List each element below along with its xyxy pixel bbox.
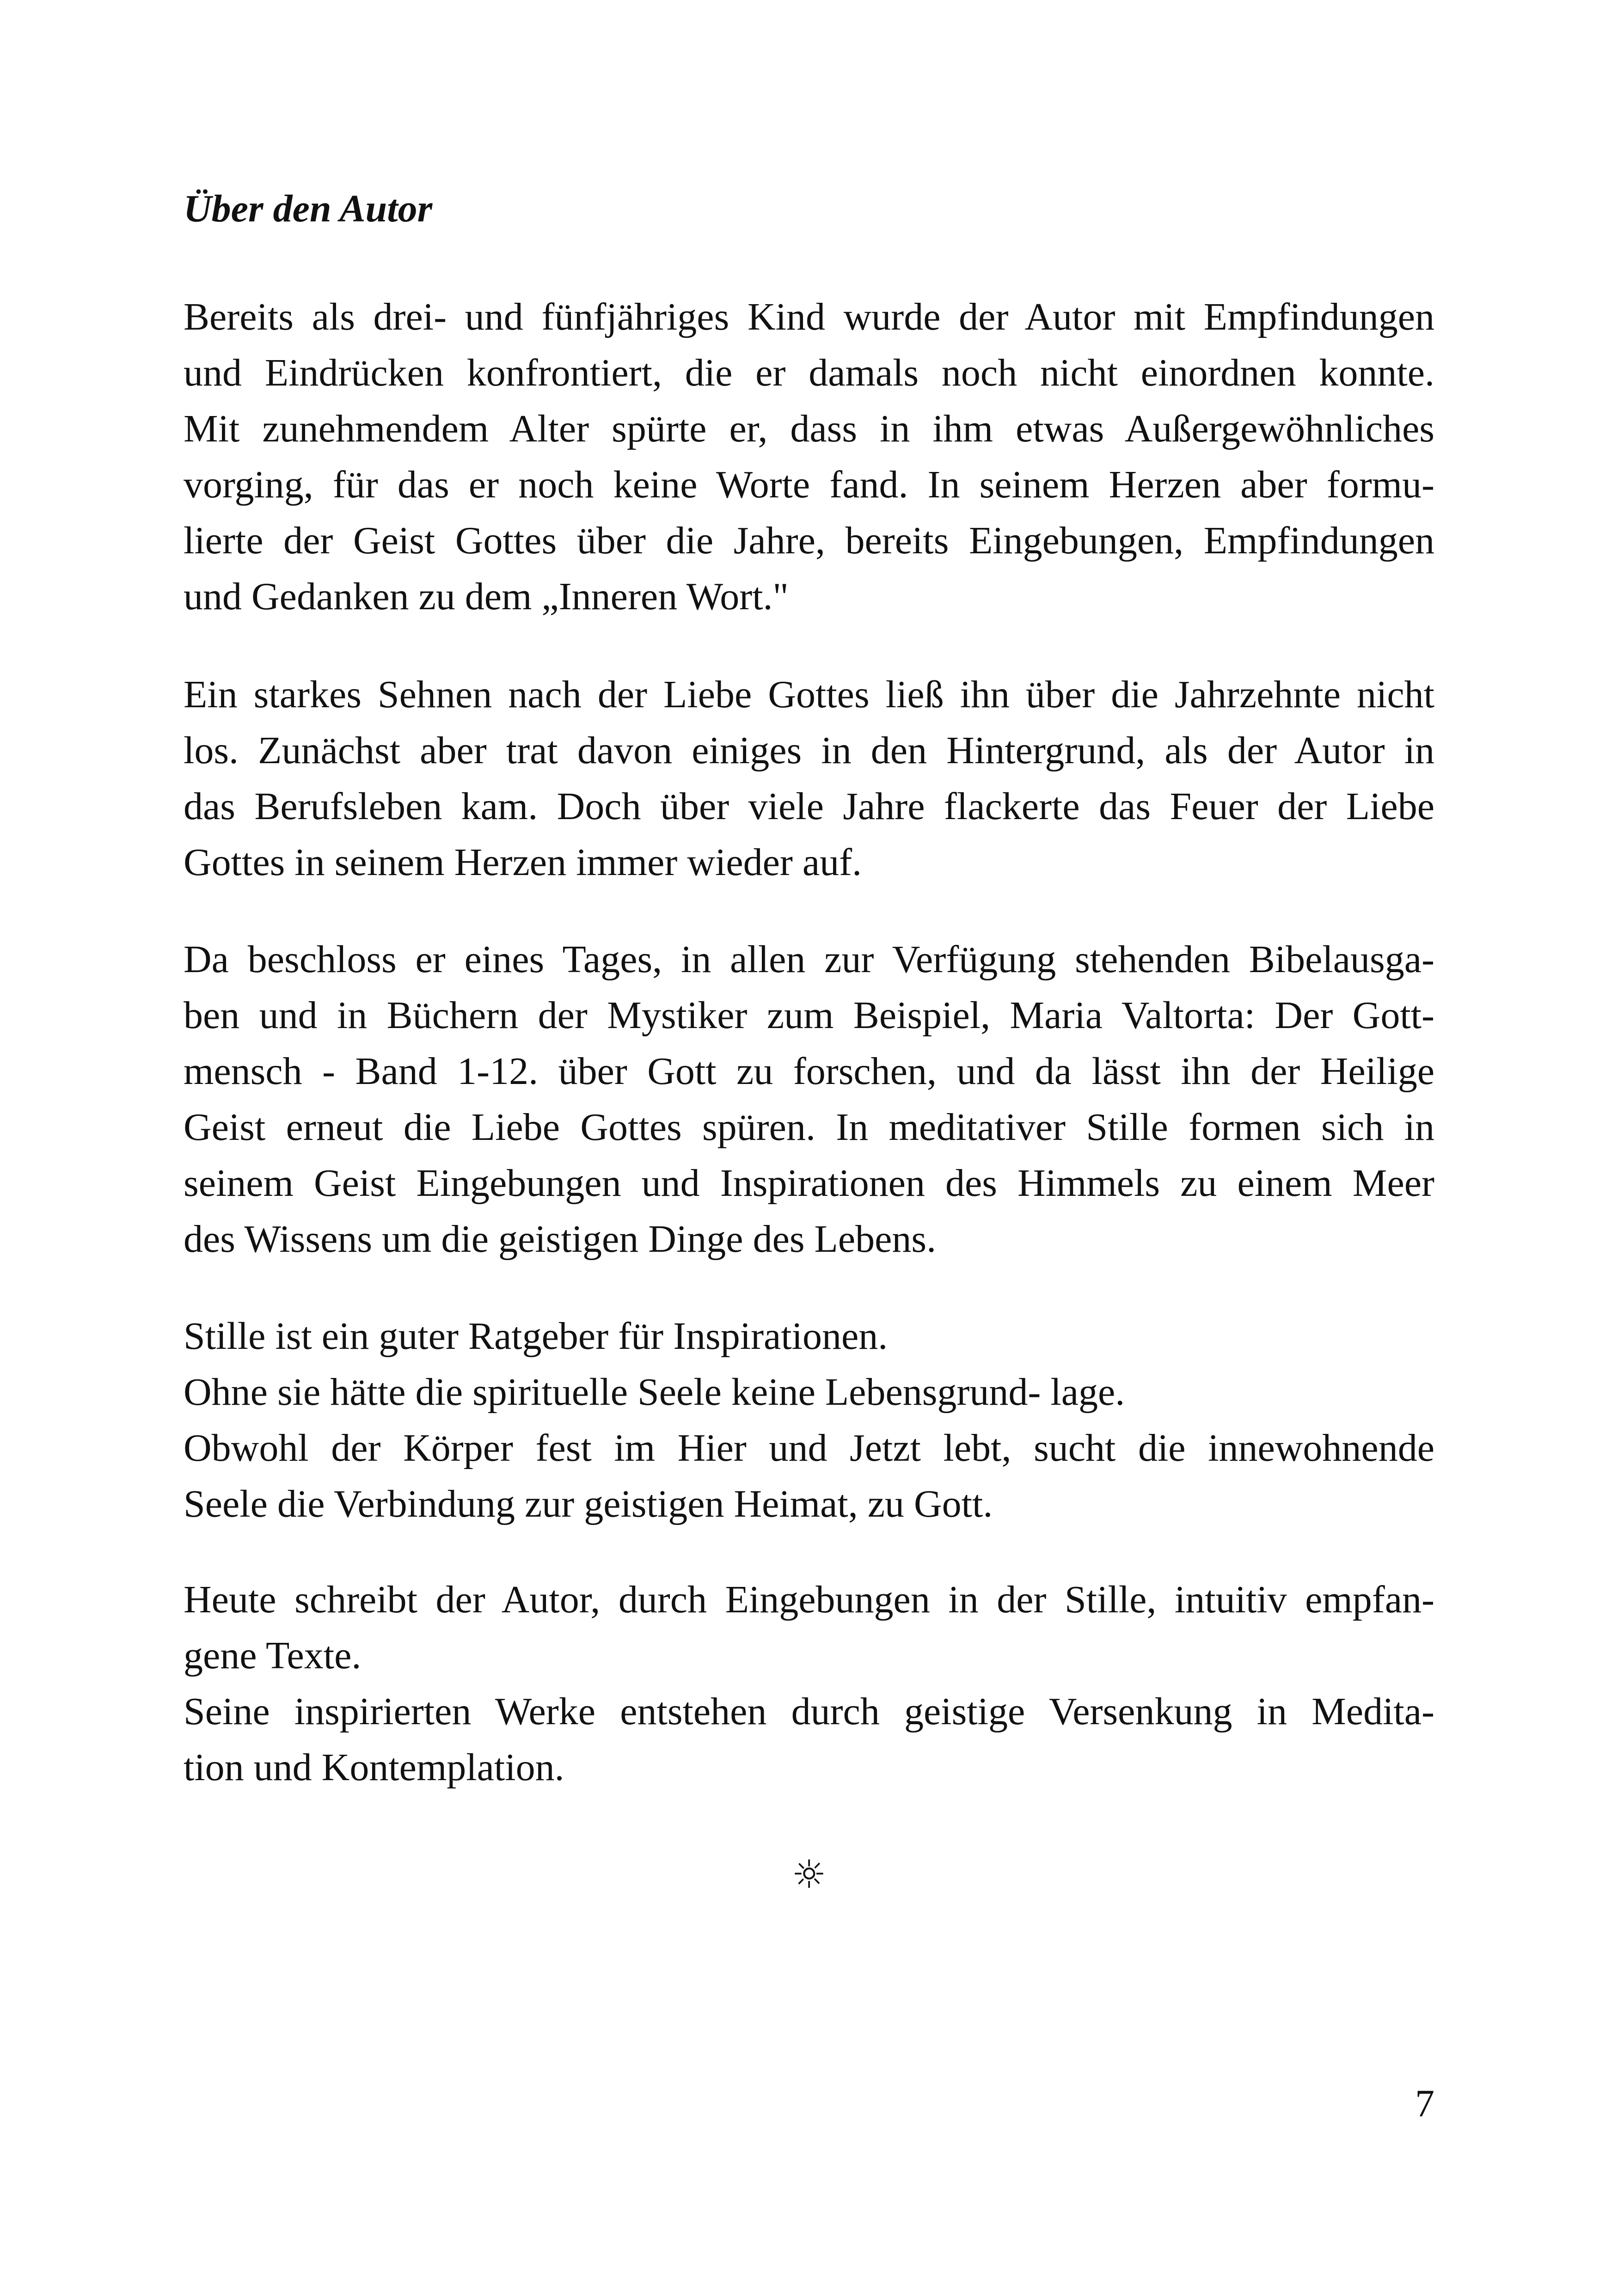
text-line: Geist erneut die Liebe Gottes spüren. In meditativer Stille formen sich in [184,1106,1434,1149]
text-line: seinem Geist Eingebungen und Inspirationen des Himmels zu einem Meer [184,1162,1434,1205]
text-line: los. Zunächst aber trat davon einiges in den Hintergrund, als der Autor in [184,729,1434,772]
text-line: und Eindrücken konfrontiert, die er damals noch nicht einordnen konnte. [184,351,1434,394]
sun-ornament-icon: ☼ [791,1852,827,1897]
text-line: Gottes in seinem Herzen immer wieder auf. [184,841,862,884]
text-line: das Berufsleben kam. Doch über viele Jahre flackerte das Feuer der Liebe [184,785,1434,828]
text-line: lierte der Geist Gottes über die Jahre, bereits Eingebungen, Empfindungen [184,519,1434,562]
text-line: Ein starkes Sehnen nach der Liebe Gottes ließ ihn über die Jahrzehnte nicht [184,673,1434,716]
text-line: mensch - Band 1-12. über Gott zu forschen, und da lässt ihn der Heilige [184,1050,1434,1093]
text-line: tion und Kontemplation. [184,1746,564,1789]
text-line: Da beschloss er eines Tages, in allen zur Verfügung stehenden Bibelausga- [184,938,1434,981]
text-line: Stille ist ein guter Ratgeber für Inspirationen. [184,1315,888,1358]
text-line: Heute schreibt der Autor, durch Eingebungen in der Stille, intuitiv empfan- [184,1578,1434,1621]
text-line: ben und in Büchern der Mystiker zum Beispiel, Maria Valtorta: Der Gott- [184,994,1434,1037]
text-line: Mit zunehmendem Alter spürte er, dass in ihm etwas Außergewöhnliches [184,407,1434,450]
text-line: Seine inspirierten Werke entstehen durch geistige Versenkung in Medita- [184,1690,1434,1733]
page-number: 7 [1415,2082,1434,2125]
text-line: gene Texte. [184,1634,362,1677]
text-line: Bereits als drei- und fünfjähriges Kind wurde der Autor mit Empfindungen [184,295,1434,338]
paragraph-research [184,931,1434,1267]
text-line: Obwohl der Körper fest im Hier und Jetzt lebt, sucht die innewohnende [184,1427,1434,1469]
text-line: Seele die Verbindung zur geistigen Heimat, zu Gott. [184,1482,993,1525]
section-heading: Über den Autor [184,187,433,230]
paragraph-childhood [184,289,1434,625]
text-line: und Gedanken zu dem „Inneren Wort." [184,575,789,618]
paragraph-silence [184,1308,1434,1532]
text-line: des Wissens um die geistigen Dinge des Lebens. [184,1218,937,1261]
paragraph-longing [184,667,1434,890]
text-line: vorging, für das er noch keine Worte fand. In seinem Herzen aber formu- [184,463,1434,506]
paragraph-today [184,1572,1434,1795]
text-line: Ohne sie hätte die spirituelle Seele keine Lebensgrund- lage. [184,1371,1125,1414]
